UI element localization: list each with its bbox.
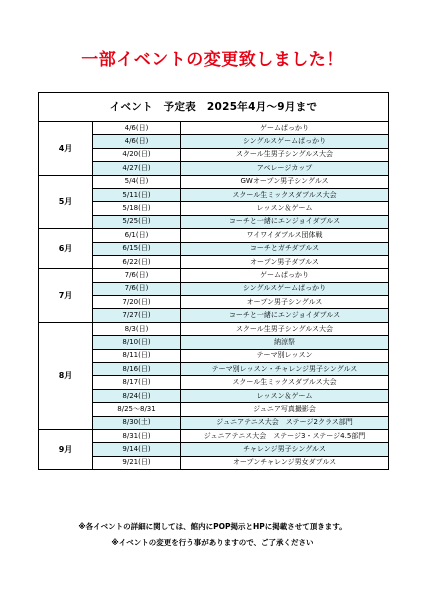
event-name: コーチと一緒にエンジョイダブルス <box>181 215 389 228</box>
event-name: スクール生ミックスダブルス大会 <box>181 376 389 389</box>
month-label: 7月 <box>39 269 93 323</box>
event-name: シングルスゲームぱっかり <box>181 282 389 295</box>
event-name: コーチと一緒にエンジョイダブルス <box>181 309 389 322</box>
event-date: 4/6(日) <box>93 135 181 148</box>
event-date: 5/4(日) <box>93 175 181 188</box>
event-date: 8/10(日) <box>93 336 181 349</box>
event-date: 8/3(日) <box>93 322 181 335</box>
event-name: ジュニアテニス大会 ステージ3・ステージ4.5部門 <box>181 429 389 442</box>
event-date: 8/25～8/31 <box>93 403 181 416</box>
month-label: 4月 <box>39 122 93 176</box>
event-name: スクール生ミックスダブルス大会 <box>181 188 389 201</box>
event-name: テーマ別レッスン <box>181 349 389 362</box>
event-name: ゲームぱっかり <box>181 122 389 135</box>
event-name: チャレンジ男子シングルス <box>181 443 389 456</box>
schedule-row <box>39 322 389 335</box>
event-date: 8/31(日) <box>93 429 181 442</box>
event-date: 8/17(日) <box>93 376 181 389</box>
event-date: 8/30(土) <box>93 416 181 429</box>
event-name: アベレージカップ <box>181 162 389 175</box>
note-details: ※各イベントの詳細に関しては、館内にPOP掲示とHPに掲載させて頂きます。 <box>78 522 347 531</box>
event-name: ワイワイダブルス団体戦 <box>181 229 389 242</box>
event-name: ゲームぱっかり <box>181 269 389 282</box>
event-date: 5/25(日) <box>93 215 181 228</box>
schedule-title-row <box>39 93 389 122</box>
event-date: 7/6(日) <box>93 282 181 295</box>
event-name: オープンチャレンジ男女ダブルス <box>181 456 389 469</box>
event-date: 4/27(日) <box>93 162 181 175</box>
month-label: 6月 <box>39 229 93 269</box>
schedule-row <box>39 229 389 242</box>
event-name: シングルスゲームぱっかり <box>181 135 389 148</box>
page-headline: 一部イベントの変更致しました！ <box>81 50 344 70</box>
event-date: 7/27(日) <box>93 309 181 322</box>
event-name: レッスン＆ゲーム <box>181 389 389 402</box>
schedule-row <box>39 175 389 188</box>
event-date: 6/1(日) <box>93 229 181 242</box>
event-name: 納涼祭 <box>181 336 389 349</box>
event-name: オープン男子ダブルス <box>181 255 389 268</box>
event-date: 5/18(日) <box>93 202 181 215</box>
event-date: 4/20(日) <box>93 148 181 161</box>
event-name: ジュニアテニス大会 ステージ2クラス部門 <box>181 416 389 429</box>
schedule-row <box>39 429 389 442</box>
event-name: テーマ別レッスン・チャレンジ男子シングルス <box>181 363 389 376</box>
event-date: 8/11(日) <box>93 349 181 362</box>
event-date: 6/22(日) <box>93 255 181 268</box>
event-date: 9/21(日) <box>93 456 181 469</box>
event-name: コーチとガチダブルス <box>181 242 389 255</box>
schedule-title: イベント 予定表 2025年4月～9月まで <box>39 93 389 122</box>
event-date: 9/14(日) <box>93 443 181 456</box>
note-changes: ※イベントの変更を行う事がありますので、ご了承ください <box>111 538 314 547</box>
event-name: ジュニア写真撮影会 <box>181 403 389 416</box>
event-name: スクール生男子シングルス大会 <box>181 148 389 161</box>
event-date: 6/15(日) <box>93 242 181 255</box>
month-label: 5月 <box>39 175 93 229</box>
event-date: 8/16(日) <box>93 363 181 376</box>
month-label: 8月 <box>39 322 93 429</box>
event-name: スクール生男子シングルス大会 <box>181 322 389 335</box>
event-date: 7/20(日) <box>93 296 181 309</box>
event-date: 5/11(日) <box>93 188 181 201</box>
month-label: 9月 <box>39 429 93 469</box>
event-name: GWオープン男子シングルス <box>181 175 389 188</box>
schedule-row <box>39 122 389 135</box>
event-date: 4/6(日) <box>93 122 181 135</box>
event-name: オープン男子シングルス <box>181 296 389 309</box>
schedule-row <box>39 269 389 282</box>
event-name: レッスン＆ゲーム <box>181 202 389 215</box>
event-date: 7/6(日) <box>93 269 181 282</box>
event-schedule-table <box>38 92 389 470</box>
event-date: 8/24(日) <box>93 389 181 402</box>
